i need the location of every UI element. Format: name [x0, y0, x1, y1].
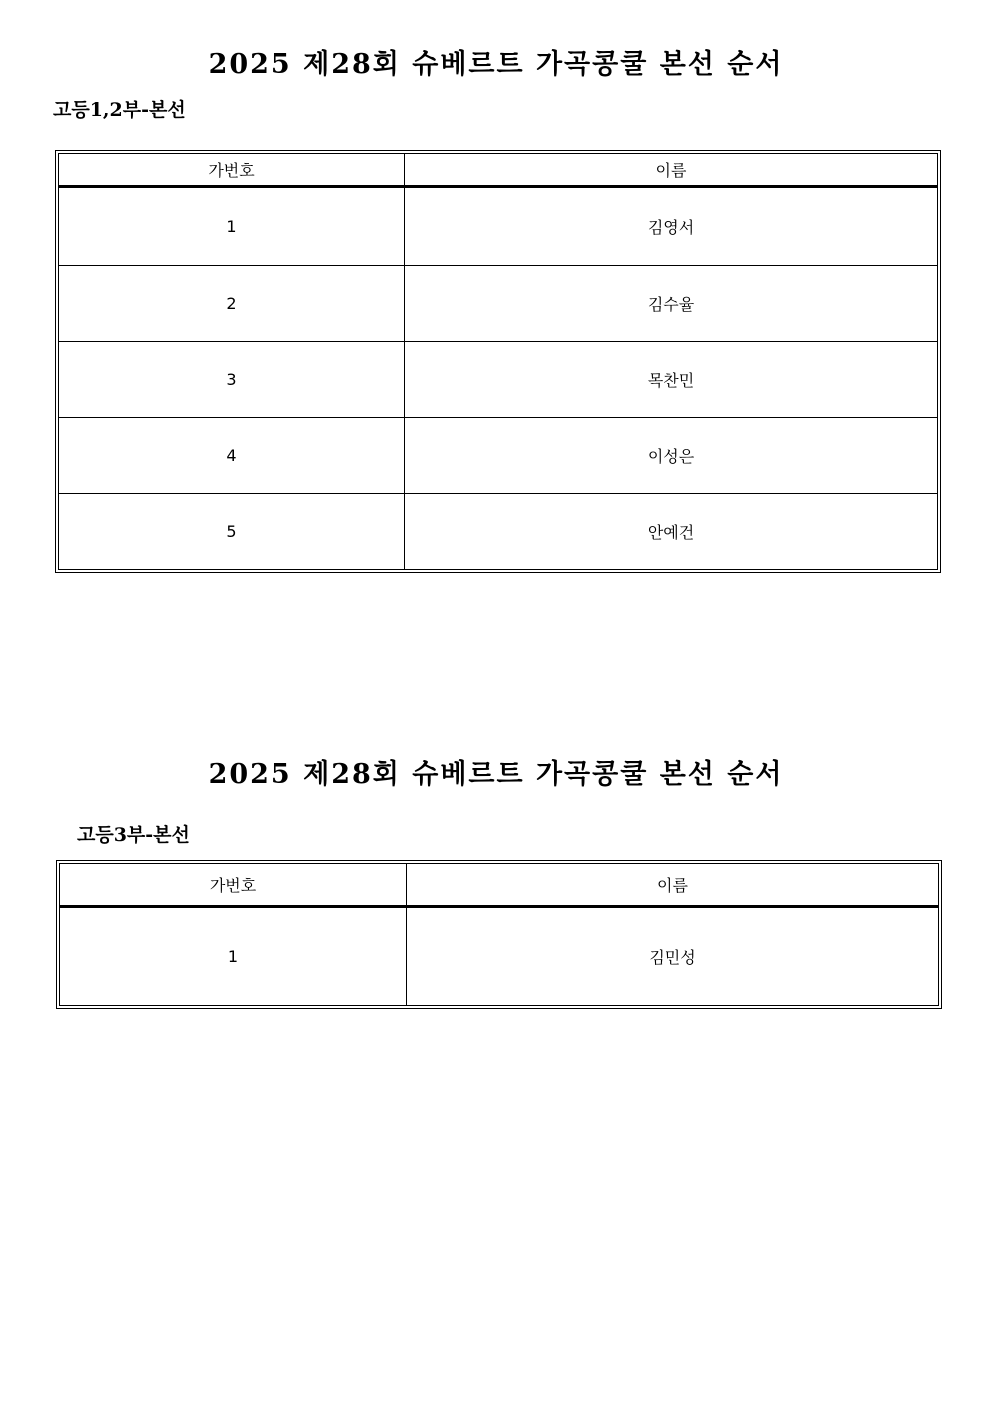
entry-number: 1 [60, 907, 407, 1006]
table-row [59, 493, 938, 569]
order-table [56, 860, 942, 1009]
section-subtitle: 고등1,2부-본선 [53, 99, 186, 121]
order-table [55, 150, 941, 573]
entry-name: 김영서 [405, 187, 938, 266]
table-row [59, 418, 938, 494]
section-subtitle: 고등3부-본선 [77, 824, 190, 846]
entry-number: 2 [59, 266, 405, 342]
column-header-name: 이름 [407, 864, 939, 907]
table-row [59, 187, 938, 266]
entry-number: 1 [59, 187, 405, 266]
table-row [60, 907, 939, 1006]
table-row [59, 342, 938, 418]
column-header-number: 가번호 [60, 864, 407, 907]
page-title: 2025 제28회 슈베르트 가곡콩쿨 본선 순서 [208, 49, 784, 80]
entry-number: 4 [59, 418, 405, 494]
table-row [59, 266, 938, 342]
column-header-name: 이름 [405, 154, 938, 187]
page-title: 2025 제28회 슈베르트 가곡콩쿨 본선 순서 [208, 759, 784, 790]
entry-name: 이성은 [405, 418, 938, 494]
entry-name: 김수율 [405, 266, 938, 342]
entry-number: 5 [59, 493, 405, 569]
entry-name: 목찬민 [405, 342, 938, 418]
entry-name: 김민성 [407, 907, 939, 1006]
entry-name: 안예건 [405, 493, 938, 569]
entry-number: 3 [59, 342, 405, 418]
column-header-number: 가번호 [59, 154, 405, 187]
